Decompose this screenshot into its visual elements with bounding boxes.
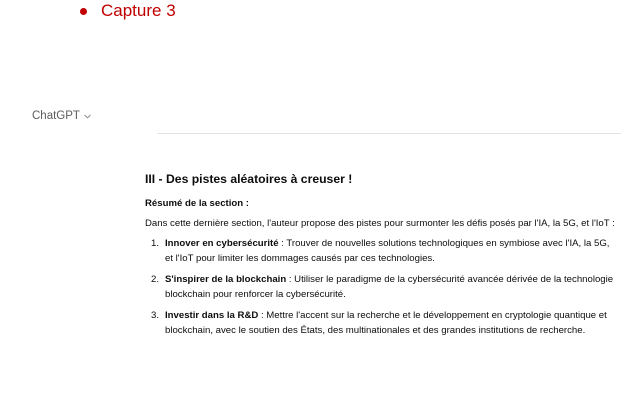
list-item: [145, 236, 620, 266]
capture-caption-text: Capture 3: [101, 1, 176, 20]
list-item: [145, 272, 620, 302]
bullet-icon: [80, 8, 87, 15]
message-divider: [157, 133, 621, 134]
list-item-number: 1.: [151, 238, 160, 249]
assistant-message: [145, 170, 620, 344]
list-item-text: : Mettre l'accent sur la recherche et le développement en cryptologie quantique et blockchain, avec le soutien des États, des multinationales et des grandes institutions de recherche.: [165, 310, 607, 336]
model-selector[interactable]: [32, 110, 92, 122]
list-item-text: : Trouver de nouvelles solutions technologiques en symbiose avec l'IA, la 5G, et l'IoT pour limiter les dommages causés par ces technologies.: [165, 238, 610, 264]
list-item-title: Innover en cybersécurité: [165, 238, 279, 249]
chevron-down-icon: [83, 112, 92, 121]
model-selector-label: ChatGPT: [32, 110, 80, 122]
section-heading: III - Des pistes aléatoires à creuser !: [145, 172, 353, 186]
summary-intro: Dans cette dernière section, l'auteur propose des pistes pour surmonter les défis posés par l'IA, la 5G, et l'IoT :: [145, 218, 615, 229]
capture-caption: [80, 0, 176, 22]
list-item-number: 2.: [151, 274, 160, 285]
list-item-title: S'inspirer de la blockchain: [165, 274, 287, 285]
list-item-text: : Utiliser le paradigme de la cybersécurité avancée dérivée de la technologie blockchain pour renforcer la cybersécurité.: [165, 274, 614, 300]
list-item-number: 3.: [151, 310, 160, 321]
list-item: [145, 308, 620, 338]
summary-title: Résumé de la section :: [145, 198, 249, 209]
list-item-title: Investir dans la R&D: [165, 310, 259, 321]
pistes-list: [145, 236, 620, 338]
